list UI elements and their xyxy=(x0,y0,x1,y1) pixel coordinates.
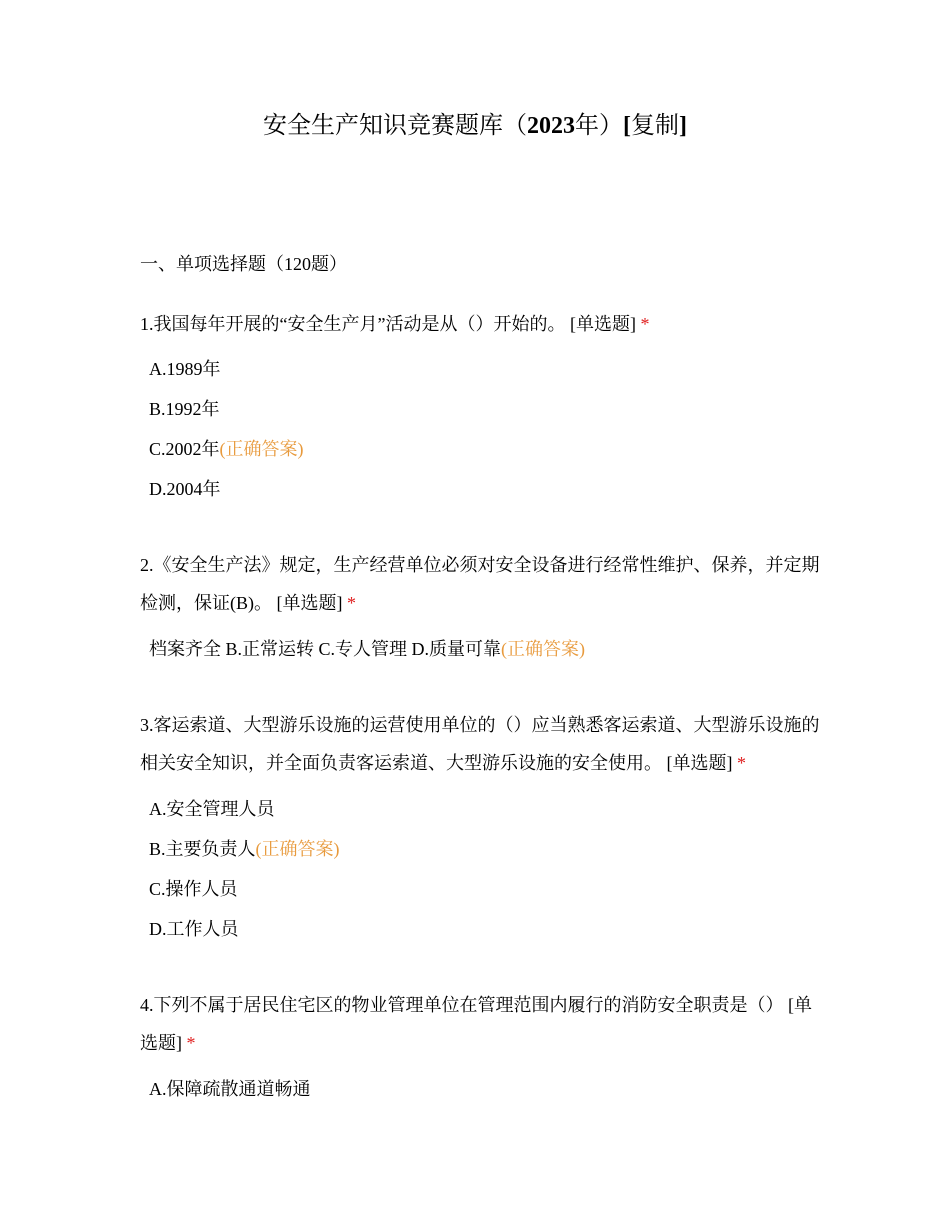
option-4a[interactable]: A.保障疏散通道畅通 xyxy=(149,1079,311,1099)
question-2: 2.《安全生产法》规定，生产经营单位必须对安全设备进行经常性维护、保养，并定期检测，保证(B)。 [单选题] * xyxy=(140,555,820,613)
section-heading: 一、单项选择题（120题） xyxy=(140,254,347,274)
option-3d[interactable]: D.工作人员 xyxy=(149,919,239,939)
document-title: 安全生产知识竞赛题库（2023年）[复制] xyxy=(263,113,687,139)
question-4: 4.下列不属于居民住宅区的物业管理单位在管理范围内履行的消防安全职责是（） [单选题] * xyxy=(140,995,812,1053)
option-1b[interactable]: B.1992年 xyxy=(149,399,220,419)
question-type-tag: [单选题] xyxy=(140,995,812,1053)
required-marker: * xyxy=(640,314,650,334)
option-1c[interactable]: C.2002年(正确答案) xyxy=(149,439,304,459)
required-marker: * xyxy=(347,593,356,613)
question-type-tag: [单选题] xyxy=(569,314,636,334)
correct-answer-marker: (正确答案) xyxy=(219,439,304,459)
question-type-tag: [单选题] xyxy=(276,593,343,613)
option-3a[interactable]: A.安全管理人员 xyxy=(149,799,275,819)
required-marker: * xyxy=(186,1033,196,1053)
question-type-tag: [单选题] xyxy=(666,753,733,773)
option-3c[interactable]: C.操作人员 xyxy=(149,879,238,899)
question-1: 1.我国每年开展的“安全生产月”活动是从（）开始的。 [单选题] * xyxy=(140,314,650,334)
correct-answer-marker: (正确答案) xyxy=(255,839,340,859)
question-3: 3.客运索道、大型游乐设施的运营使用单位的（）应当熟悉客运索道、大型游乐设施的相关安全知识，并全面负责客运索道、大型游乐设施的安全使用。 [单选题] * xyxy=(140,715,820,773)
option-3b[interactable]: B.主要负责人(正确答案) xyxy=(149,839,340,859)
option-1a[interactable]: A.1989年 xyxy=(149,359,221,379)
options-2-inline[interactable]: 档案齐全 B.正常运转 C.专人管理 D.质量可靠(正确答案) xyxy=(149,639,586,659)
correct-answer-marker: (正确答案) xyxy=(501,639,586,659)
copy-link[interactable]: 复制 xyxy=(631,113,679,139)
required-marker: * xyxy=(737,753,746,773)
option-1d[interactable]: D.2004年 xyxy=(149,479,221,499)
